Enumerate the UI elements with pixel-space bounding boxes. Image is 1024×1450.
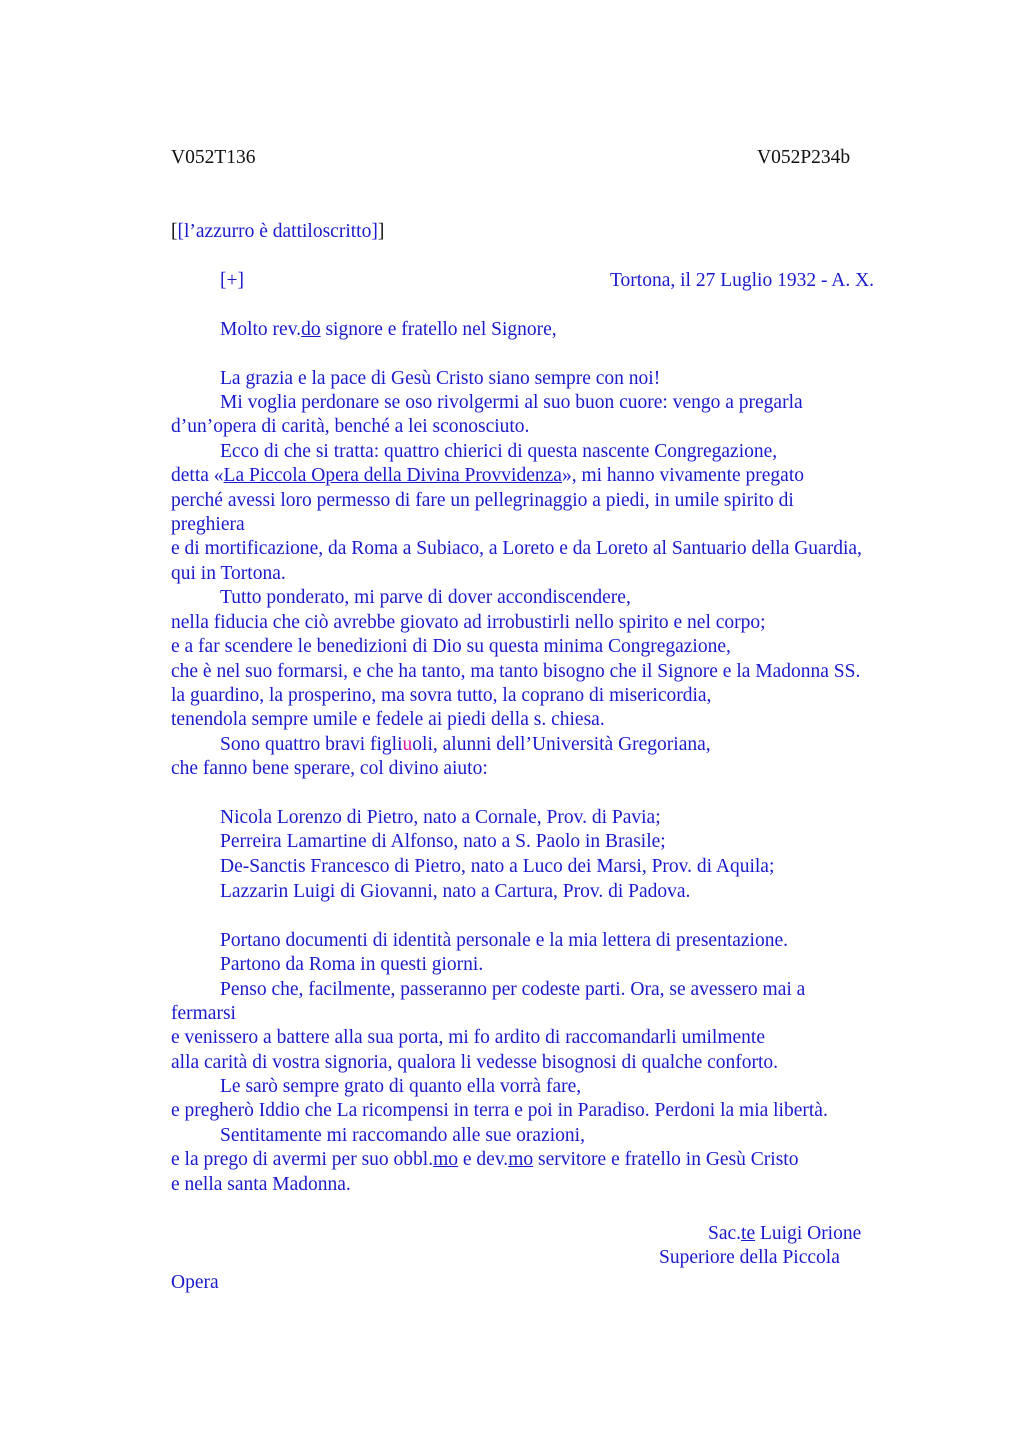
place-date: Tortona, il 27 Luglio 1932 - A. X.	[610, 270, 875, 291]
closing-line: e nella santa Madonna.	[171, 1174, 351, 1195]
body-line: perché avessi loro permesso di fare un pellegrinaggio a piedi, in umile spirito di	[171, 490, 794, 511]
cross-mark: [+]	[220, 270, 244, 291]
closing-line: Le sarò sempre grato di quanto ella vorrà fare,	[220, 1076, 582, 1097]
list-item: Perreira Lamartine di Alfonso, nato a S. Paolo in Brasile;	[220, 831, 666, 852]
handwritten-correction: u	[402, 734, 413, 755]
body-line: preghiera	[171, 514, 245, 535]
body-line: e a far scendere le benedizioni di Dio su questa minima Congregazione,	[171, 636, 731, 657]
closing-line: Penso che, facilmente, passeranno per codeste parti. Ora, se avessero mai a	[220, 979, 806, 1000]
document-code-right: V052P234b	[757, 147, 851, 168]
list-item: Nicola Lorenzo di Pietro, nato a Cornale, Prov. di Pavia;	[220, 807, 661, 828]
closing-line: Sentitamente mi raccomando alle sue orazioni,	[220, 1125, 585, 1146]
body-line: Tutto ponderato, mi parve di dover accondiscendere,	[220, 587, 631, 608]
body-line: che fanno bene sperare, col divino aiuto:	[171, 758, 488, 779]
closing-line: e pregherò Iddio che La ricompensi in terra e poi in Paradiso. Perdoni la mia libertà.	[171, 1100, 828, 1121]
body-line: La grazia e la pace di Gesù Cristo siano sempre con noi!	[220, 368, 661, 389]
closing-line: fermarsi	[171, 1003, 236, 1024]
closing-line: Partono da Roma in questi giorni.	[220, 954, 484, 975]
document-code-left: V052T136	[171, 147, 256, 168]
congregation-name: La Piccola Opera della Divina Provvidenza	[223, 465, 562, 486]
body-line: Mi voglia perdonare se oso rivolgermi al suo buon cuore: vengo a pregarla	[220, 392, 803, 413]
body-line: che è nel suo formarsi, e che ha tanto, ma tanto bisogno che il Signore e la Madonna SS.	[171, 661, 861, 682]
body-line: e di mortificazione, da Roma a Subiaco, a Loreto e da Loreto al Santuario della Guardia,	[171, 538, 862, 559]
closing-line: e la prego di avermi per suo obbl.mo e dev.mo servitore e fratello in Gesù Cristo	[171, 1149, 799, 1170]
signature-title: Superiore della Piccola	[659, 1247, 840, 1268]
closing-line: alla carità di vostra signoria, qualora li vedesse bisognosi di qualche conforto.	[171, 1052, 779, 1073]
body-line: la guardino, la prosperino, ma sovra tutto, la coprano di misericordia,	[171, 685, 712, 706]
list-item: Lazzarin Luigi di Giovanni, nato a Cartura, Prov. di Padova.	[220, 881, 691, 902]
body-line: d’un’opera di carità, benché a lei sconosciuto.	[171, 416, 530, 437]
body-line: qui in Tortona.	[171, 563, 286, 584]
body-line: detta «La Piccola Opera della Divina Provvidenza», mi hanno vivamente pregato	[171, 465, 805, 486]
signature-name: Sac.te Luigi Orione	[708, 1223, 862, 1244]
editorial-note: [[l’azzurro è dattiloscritto]]	[171, 221, 385, 242]
list-item: De-Sanctis Francesco di Pietro, nato a Luco dei Marsi, Prov. di Aquila;	[220, 856, 775, 877]
note-text: [l’azzurro è dattiloscritto]	[177, 221, 378, 242]
body-line: Ecco di che si tratta: quattro chierici di questa nascente Congregazione,	[220, 441, 778, 462]
closing-line: e venissero a battere alla sua porta, mi fo ardito di raccomandarli umilmente	[171, 1027, 765, 1048]
salutation: Molto rev.do signore e fratello nel Signore,	[220, 319, 557, 340]
closing-line: Portano documenti di identità personale e la mia lettera di presentazione.	[220, 930, 789, 951]
body-line: nella fiducia che ciò avrebbe giovato ad irrobustirli nello spirito e nel corpo;	[171, 612, 766, 633]
body-line: tenendola sempre umile e fedele ai piedi della s. chiesa.	[171, 709, 605, 730]
signature-title-continued: Opera	[171, 1272, 219, 1293]
body-line: Sono quattro bravi figliuoli, alunni dell’Università Gregoriana,	[220, 734, 711, 755]
